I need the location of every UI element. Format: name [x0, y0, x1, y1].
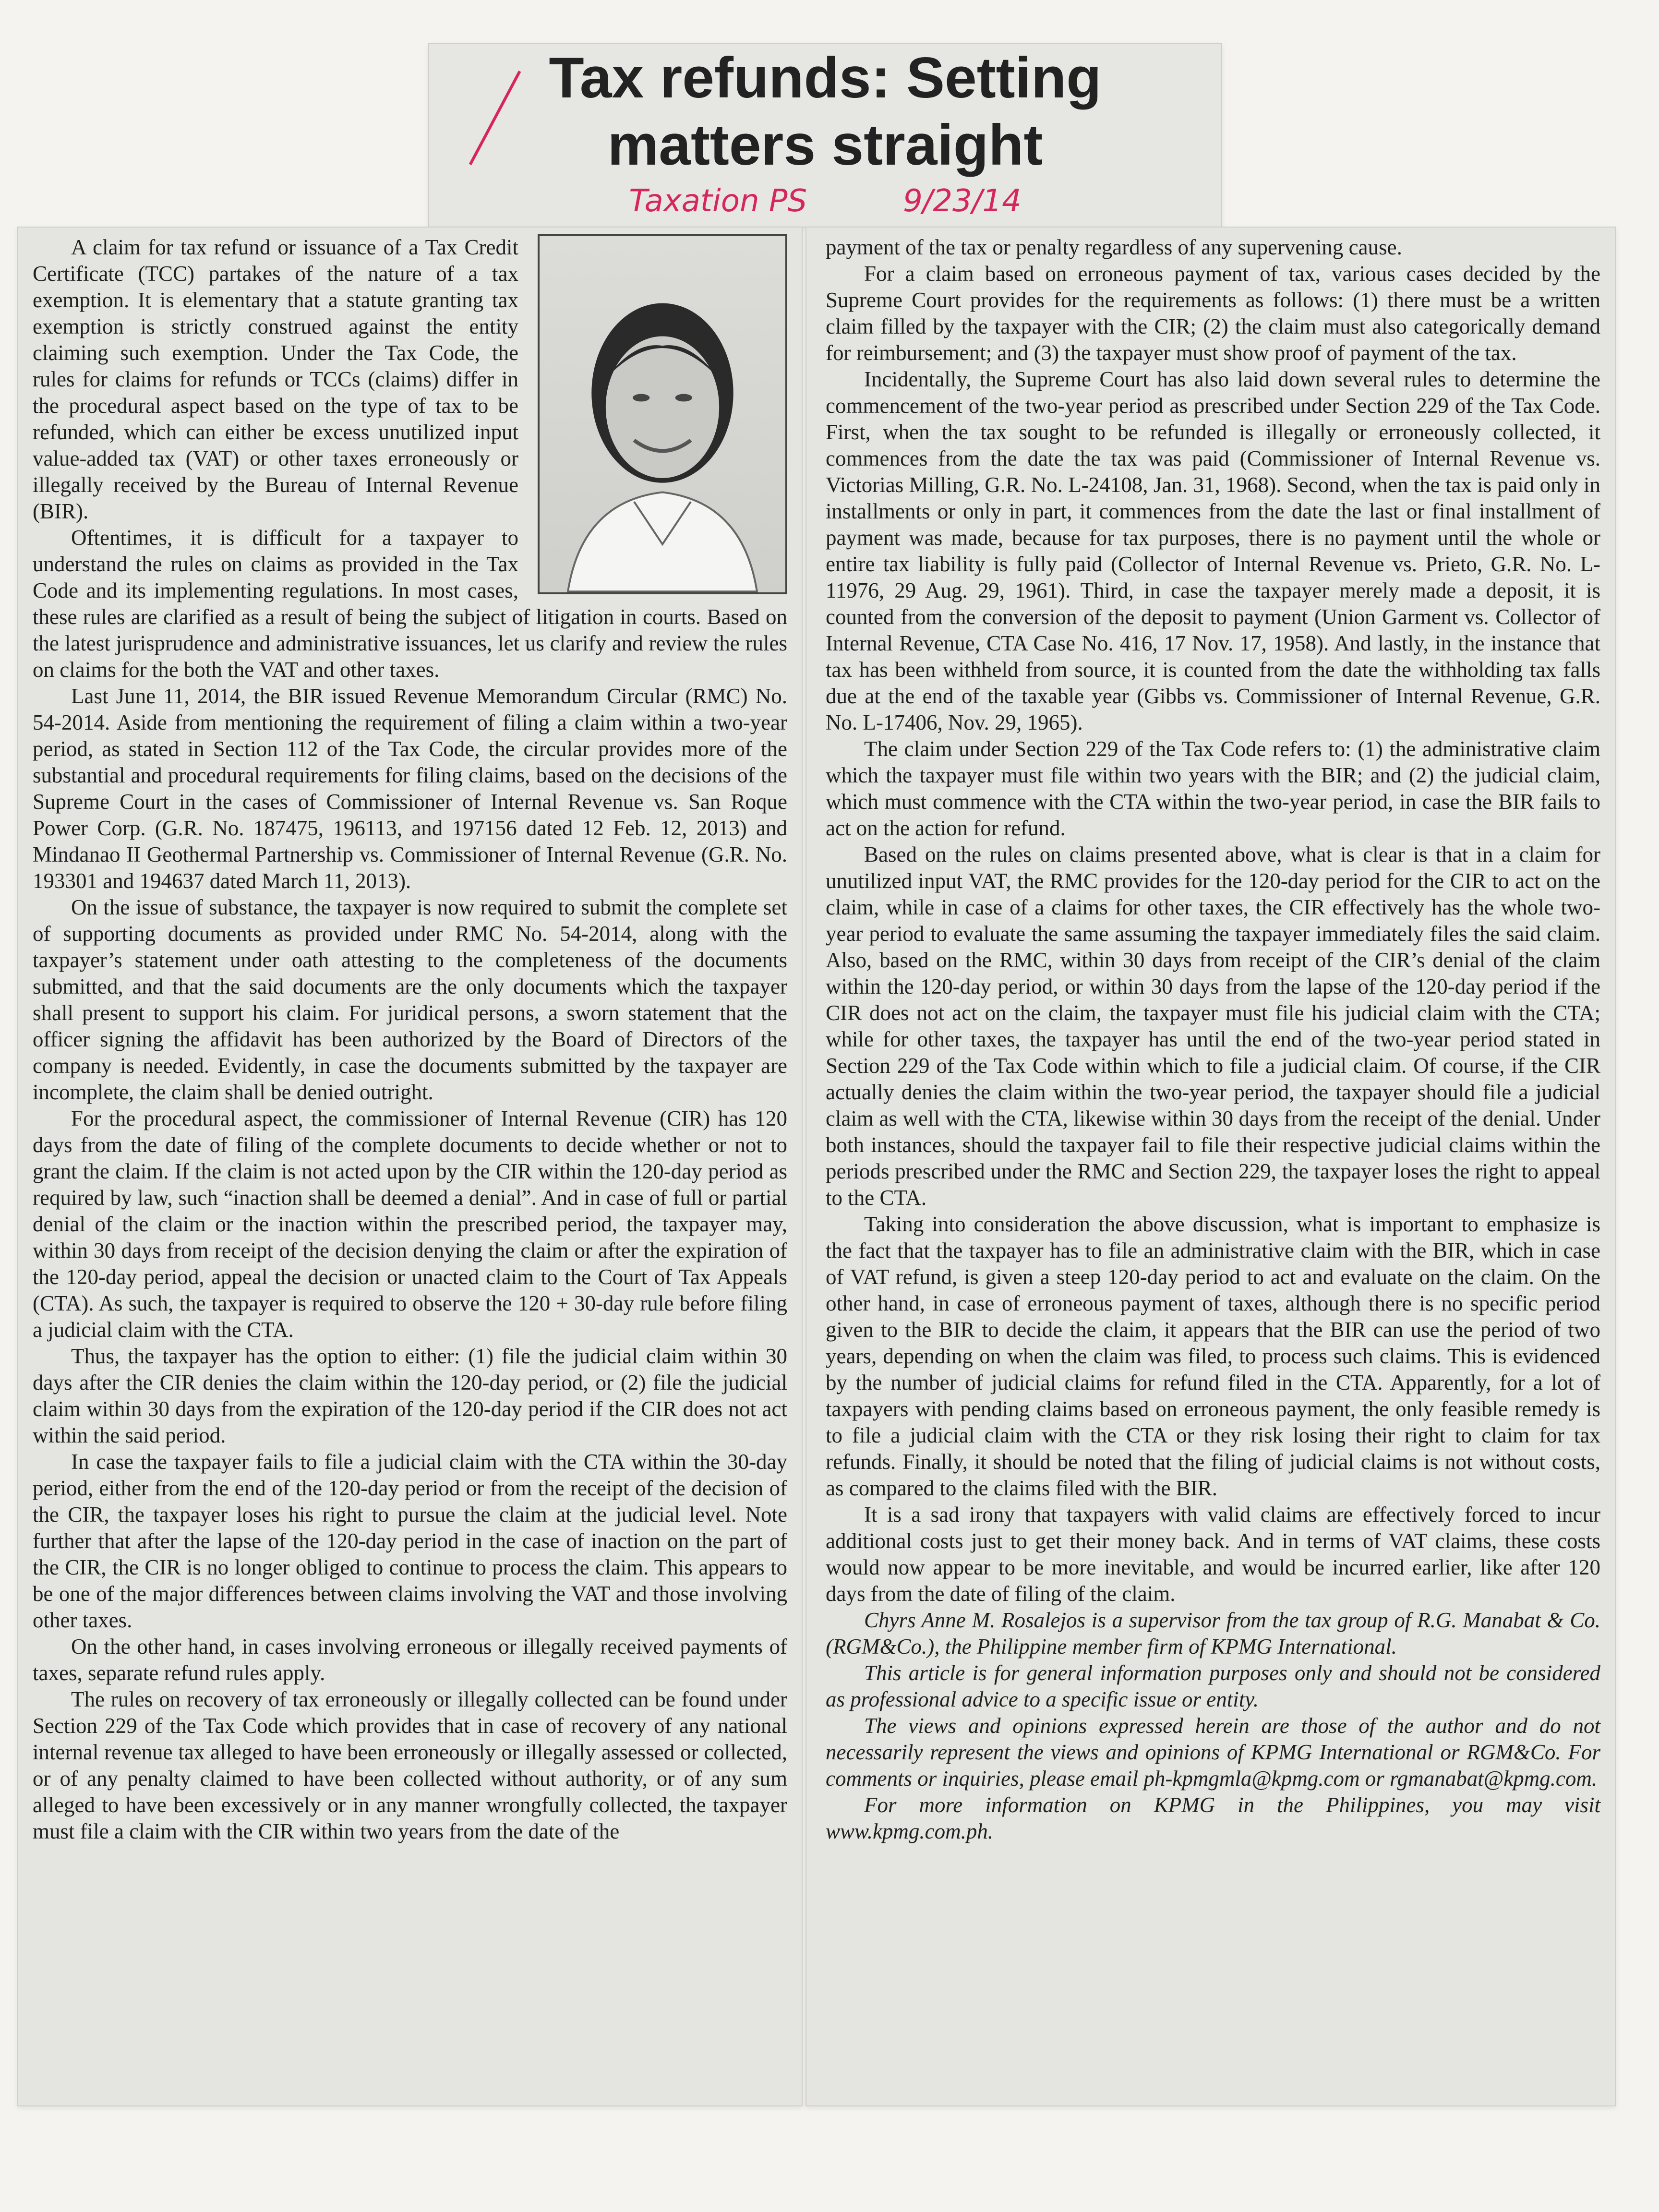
left-paragraph-3: Last June 11, 2014, the BIR issued Revenue Memorandum Circular (RMC) No. 54-2014. Aside from mentioning the requirement of filing a claim within a two-year period, as stated in Section 112 of the Tax Code, the circular provides more of the substantial and procedural requirements for filing claims, based on the decisions of the Supreme Court in the cases of Commissioner of Internal Revenue vs. San Roque Power Corp. (G.R. No. 187475, 196113, and 197156 dated 12 Feb. 12, 2013) and Mindanao II Geothermal Partnership vs. Commissioner of Internal Revenue (G.R. No. 193301 and 194637 dated March 11, 2013). [33, 684, 787, 893]
handwritten-label: Taxation PS [629, 183, 807, 219]
article-column-left [17, 227, 803, 2106]
left-paragraph-1: A claim for tax refund or issuance of a Tax Credit Certificate (TCC) partakes of the nature of a tax exemption. It is elementary that a statute granting tax exemption is strictly construed against the entity claiming such exemption. Under the Tax Code, the rules for claims for refunds or TCCs (claims) differ in the procedural aspect based on the type of tax to be refunded, which can either be excess unutilized input value-added tax (VAT) or other taxes erroneously or illegally received by the Bureau of Internal Revenue (BIR). [33, 235, 518, 523]
views-disclaimer: The views and opinions expressed herein are those of the author and do not necessarily represent the views and opinions of KPMG International or RGM&Co. For comments or inquiries, please email ph-kpmgmla@kpmg.com or rgmanabat@kpmg.com. [826, 1714, 1600, 1791]
left-paragraph-5: For the procedural aspect, the commissioner of Internal Revenue (CIR) has 120 days from the date of filing of the complete documents to decide whether or not to grant the claim. If the claim is not acted upon by the CIR within the 120-day period as required by law, such “inaction shall be deemed a denial”. And in case of full or partial denial of the claim or the inaction within the prescribed period, the taxpayer may, within 30 days from receipt of the decision denying the claim or after the expiration of the 120-day period, appeal the decision or unacted claim to the Court of Tax Appeals (CTA). As such, the taxpayer is required to observe the 120 + 30-day rule before filing a judicial claim with the CTA. [33, 1106, 787, 1342]
author-bio: Chyrs Anne M. Rosalejos is a supervisor from the tax group of R.G. Manabat & Co. (RGM&Co.), the Philippine member firm of KPMG International. [826, 1608, 1600, 1659]
left-paragraph-4: On the issue of substance, the taxpayer is now required to submit the complete set of supporting documents as provided under RMC No. 54-2014, along with the taxpayer’s statement under oath attesting to the completeness of the documents submitted, and that the said documents are the only documents which the taxpayer shall present to support his claim. For juridical persons, a sworn statement that the officer signing the affidavit has been authorized by the Board of Directors of the company is needed. Evidently, in case the documents submitted by the taxpayer are incomplete, the claim shall be denied outright. [33, 895, 787, 1104]
right-paragraph-3: Incidentally, the Supreme Court has also laid down several rules to determine the commencement of the two-year period as prescribed under Section 229 of the Tax Code. First, when the tax sought to be refunded is illegally or erroneously collected, it commences from the date the tax was paid (Commissioner of Internal Revenue vs. Victorias Milling, G.R. No. L-24108, Jan. 31, 1968). Second, when the tax is paid only in installments or only in part, it commences from the date the last or final installment of payment was made, because for tax purposes, there is no payment until the whole or entire tax liability is fully paid (Collector of Internal Revenue vs. Prieto, G.R. No. L-11976, 29 Aug. 29, 1961). Third, in case the taxpayer merely made a deposit, it is counted from the conversion of the deposit to payment (Union Garment vs. Collector of Internal Revenue, CTA Case No. 416, 17 Nov. 17, 1958). And lastly, in the instance that tax has been withheld from source, it is counted from the date the withholding tax falls due at the end of the taxable year (Gibbs vs. Commissioner of Internal Revenue, G.R. No. L-17406, Nov. 29, 1965). [826, 367, 1600, 734]
right-paragraph-7: It is a sad irony that taxpayers with valid claims are effectively forced to incur additional costs just to get their money back. And in terms of VAT claims, these costs would now appear to be more inevitable, and would be incurred earlier, like after 120 days from the date of filing of the claim. [826, 1503, 1600, 1606]
headline-line-2: matters straight [607, 113, 1043, 177]
right-paragraph-5: Based on the rules on claims presented above, what is clear is that in a claim for unutilized input VAT, the RMC provides for the 120-day period for the CIR to act on the claim, while in case of a claims for other taxes, the CIR effectively has the whole two-year period to evaluate the same assuming the taxpayer immediately files the said claim. Also, based on the RMC, within 30 days from receipt of the CIR’s denial of the claim within the 120-day period, or within 30 days from the lapse of the 120-day period if the CIR does not act on the claim, the taxpayer must file his judicial claim with the CTA; while for other taxes, the taxpayer has until the end of the two-year period stated in Section 229 of the Tax Code within which to file a judicial claim. Of course, if the CIR actually denies the claim within the two-year period, the taxpayer should file a judicial claim as well with the CTA, likewise within 30 days from the receipt of the denial. Under both instances, should the taxpayer fail to file their respective judicial claims within the periods prescribed under the RMC and Section 229, the taxpayer loses the right to appeal to the CTA. [826, 842, 1600, 1210]
author-photo [538, 234, 787, 594]
left-paragraph-6: Thus, the taxpayer has the option to either: (1) file the judicial claim within 30 days after the CIR denies the claim within the 120-day period, or (2) file the judicial claim within 30 days from the expiration of the 120-day period if the CIR does not act within the said period. [33, 1344, 787, 1447]
handwritten-annotation [429, 183, 1221, 219]
right-paragraph-1: payment of the tax or penalty regardless of any supervening cause. [826, 235, 1402, 259]
more-info: For more information on KPMG in the Philippines, you may visit www.kpmg.com.ph. [826, 1793, 1600, 1843]
author-note [826, 1607, 1600, 1845]
right-paragraph-2: For a claim based on erroneous payment of tax, various cases decided by the Supreme Court provides for the requirements as follows: (1) there must be a written claim filled by the taxpayer with the CIR; (2) the claim must also categorically demand for reimbursement; and (3) the taxpayer must show proof of payment of the tax. [826, 262, 1600, 365]
author-portrait-icon [540, 236, 785, 592]
left-paragraph-8: On the other hand, in cases involving erroneous or illegally received payments of taxes, separate refund rules apply. [33, 1635, 787, 1685]
right-paragraph-6: Taking into consideration the above discussion, what is important to emphasize is the fact that the taxpayer has to file an administrative claim with the BIR, which in case of VAT refund, is given a steep 120-day period to act and evaluate on the claim. On the other hand, in case of erroneous payment of taxes, although there is no specific period given to the BIR to decide the claim, it appears that the BIR can use the period of two years, depending on when the claim was filed, to process such claims. This is evidenced by the number of judicial claims for refund filed in the CTA. Apparently, for a lot of taxpayers with pending claims based on erroneous payment, the only feasible remedy is to file a judicial claim with the CTA or they risk losing their right to claim for tax refunds. Finally, it should be noted that the filing of judicial claims is not without costs, as compared to the claims filed with the BIR. [826, 1212, 1600, 1500]
headline-title [429, 44, 1221, 179]
left-paragraph-7: In case the taxpayer fails to file a judicial claim with the CTA within the 30-day period, either from the end of the 120-day period or from the receipt of the decision of the CIR, the taxpayer loses his right to pursue the claim at the judicial level. Note further that after the lapse of the 120-day period in the case of inaction on the part of the CIR, the CIR is no longer obliged to continue to process the claim. This appears to be one of the major differences between claims involving the VAT and those involving other taxes. [33, 1450, 787, 1632]
article-column-right [805, 227, 1616, 2106]
disclaimer: This article is for general information purposes only and should not be considered as professional advice to a specific issue or entity. [826, 1661, 1600, 1711]
left-paragraph-2: Oftentimes, it is difficult for a taxpayer to understand the rules on claims as provided in the Tax Code and its implementing regulations. In most cases, these rules are clarified as a result of being the subject of litigation in courts. Based on the latest jurisprudence and administrative issuances, let us clarify and review the rules on claims for the both the VAT and other taxes. [33, 526, 787, 682]
headline-clipping [428, 43, 1222, 228]
left-paragraph-9: The rules on recovery of tax erroneously or illegally collected can be found under Section 229 of the Tax Code which provides that in case of recovery of any national internal revenue tax alleged to have been erroneously or illegally assessed or collected, or of any penalty claimed to have been collected without authority, or of any sum alleged to have been excessively or in any manner wrongfully collected, the taxpayer must file a claim with the CIR within two years from the date of the [33, 1687, 787, 1843]
handwritten-date: 9/23/14 [903, 183, 1022, 219]
right-paragraph-4: The claim under Section 229 of the Tax Code refers to: (1) the administrative claim which the taxpayer must file within two years with the BIR; and (2) the judicial claim, which must commence with the CTA within the two-year period, in case the BIR fails to act on the action for refund. [826, 737, 1600, 840]
headline-line-1: Tax refunds: Setting [549, 46, 1102, 110]
